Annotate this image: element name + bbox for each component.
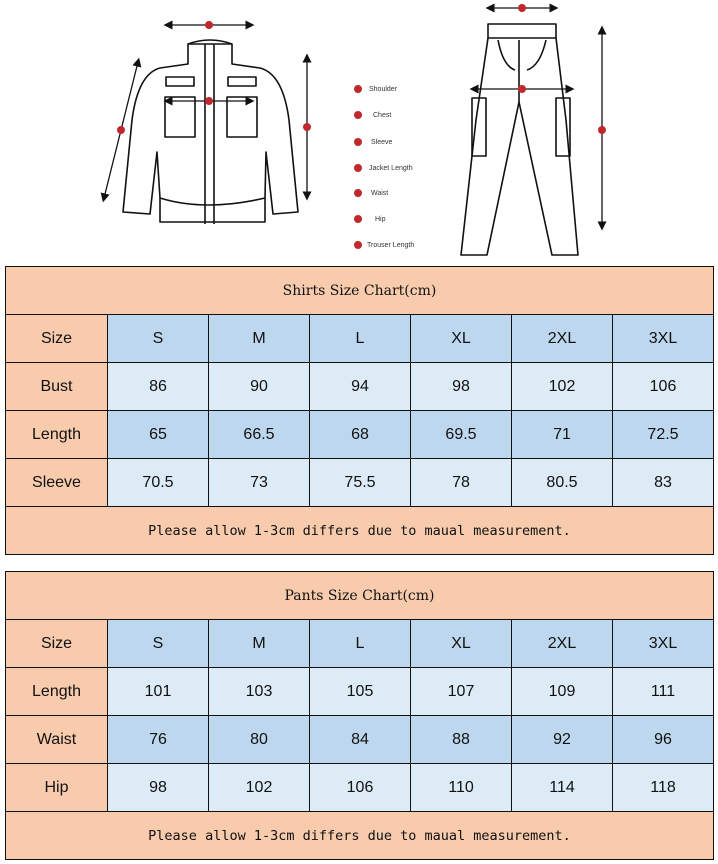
legend-item: [354, 138, 393, 146]
table-cell: 70.5: [108, 459, 209, 507]
row-label: Hip: [6, 764, 108, 812]
table-cell: 68: [310, 411, 411, 459]
legend-item: [354, 85, 398, 93]
table-cell: 75.5: [310, 459, 411, 507]
size-header-label: Size: [6, 315, 108, 363]
table-cell: 86: [108, 363, 209, 411]
size-header-cell: L: [310, 315, 411, 363]
marker-sleeve: [117, 126, 125, 134]
table-cell: 114: [512, 764, 613, 812]
size-header-cell: M: [209, 315, 310, 363]
legend-label: Trouser Length: [367, 242, 415, 249]
table-cell: 98: [411, 363, 512, 411]
table-cell: 76: [108, 716, 209, 764]
size-header-cell: S: [108, 620, 209, 668]
table-cell: 69.5: [411, 411, 512, 459]
table-cell: 80: [209, 716, 310, 764]
table-cell: 73: [209, 459, 310, 507]
size-header-cell: S: [108, 315, 209, 363]
table-cell: 88: [411, 716, 512, 764]
table-cell: 71: [512, 411, 613, 459]
marker-jacket-length: [303, 123, 311, 131]
legend-label: Waist: [371, 190, 389, 197]
table-title-row: [6, 267, 714, 315]
table-cell: 110: [411, 764, 512, 812]
marker-waist: [518, 4, 526, 12]
table-cell: 66.5: [209, 411, 310, 459]
size-header-cell: 3XL: [613, 315, 714, 363]
table-cell: 106: [613, 363, 714, 411]
table-cell: 94: [310, 363, 411, 411]
table-header-row: [6, 620, 714, 668]
row-label: Waist: [6, 716, 108, 764]
legend-item: [354, 164, 413, 172]
measurement-note: Please allow 1-3cm differs due to maual measurement.: [6, 812, 714, 860]
table-cell: 105: [310, 668, 411, 716]
table-note-row: [6, 812, 714, 860]
table-cell: 80.5: [512, 459, 613, 507]
size-header-cell: M: [209, 620, 310, 668]
table-header-row: [6, 315, 714, 363]
table-cell: 106: [310, 764, 411, 812]
legend-item: [354, 241, 414, 249]
table-row: [6, 668, 714, 716]
table-cell: 102: [209, 764, 310, 812]
legend: [354, 85, 414, 249]
row-label: Sleeve: [6, 459, 108, 507]
size-header-cell: 2XL: [512, 620, 613, 668]
marker-trouser-length: [598, 126, 606, 134]
jacket-illustration: [123, 40, 298, 224]
shirts-chart-title: Shirts Size Chart(cm): [6, 267, 714, 315]
pants-chart-title: Pants Size Chart(cm): [6, 572, 714, 620]
table-cell: 111: [613, 668, 714, 716]
table-row: [6, 411, 714, 459]
table-cell: 109: [512, 668, 613, 716]
pants-size-chart: [5, 571, 714, 860]
row-label: Bust: [6, 363, 108, 411]
legend-item: [354, 215, 386, 223]
legend-item: [354, 111, 391, 119]
table-row: [6, 764, 714, 812]
table-cell: 98: [108, 764, 209, 812]
table-row: [6, 363, 714, 411]
legend-label: Jacket Length: [369, 165, 413, 172]
size-header-cell: L: [310, 620, 411, 668]
trousers-illustration: [461, 24, 578, 255]
table-note-row: [6, 507, 714, 555]
table-cell: 107: [411, 668, 512, 716]
marker-shoulder: [205, 21, 213, 29]
table-cell: 78: [411, 459, 512, 507]
legend-label: Sleeve: [371, 139, 393, 146]
measurement-diagram: [0, 0, 718, 262]
table-cell: 72.5: [613, 411, 714, 459]
row-label: Length: [6, 411, 108, 459]
table-cell: 83: [613, 459, 714, 507]
size-header-cell: XL: [411, 620, 512, 668]
row-label: Length: [6, 668, 108, 716]
table-cell: 101: [108, 668, 209, 716]
size-header-label: Size: [6, 620, 108, 668]
table-cell: 65: [108, 411, 209, 459]
table-title-row: [6, 572, 714, 620]
legend-label: Hip: [375, 216, 386, 223]
size-header-cell: 3XL: [613, 620, 714, 668]
shirts-size-chart: [5, 266, 714, 555]
table-cell: 90: [209, 363, 310, 411]
table-cell: 92: [512, 716, 613, 764]
legend-item: [354, 189, 388, 197]
size-header-cell: 2XL: [512, 315, 613, 363]
measurement-note: Please allow 1-3cm differs due to maual measurement.: [6, 507, 714, 555]
table-cell: 102: [512, 363, 613, 411]
legend-label: Chest: [373, 112, 392, 119]
marker-chest: [205, 97, 213, 105]
table-cell: 84: [310, 716, 411, 764]
table-row: [6, 459, 714, 507]
marker-hip: [518, 85, 526, 93]
table-cell: 96: [613, 716, 714, 764]
table-cell: 118: [613, 764, 714, 812]
size-header-cell: XL: [411, 315, 512, 363]
legend-label: Shoulder: [369, 86, 398, 93]
table-cell: 103: [209, 668, 310, 716]
table-row: [6, 716, 714, 764]
